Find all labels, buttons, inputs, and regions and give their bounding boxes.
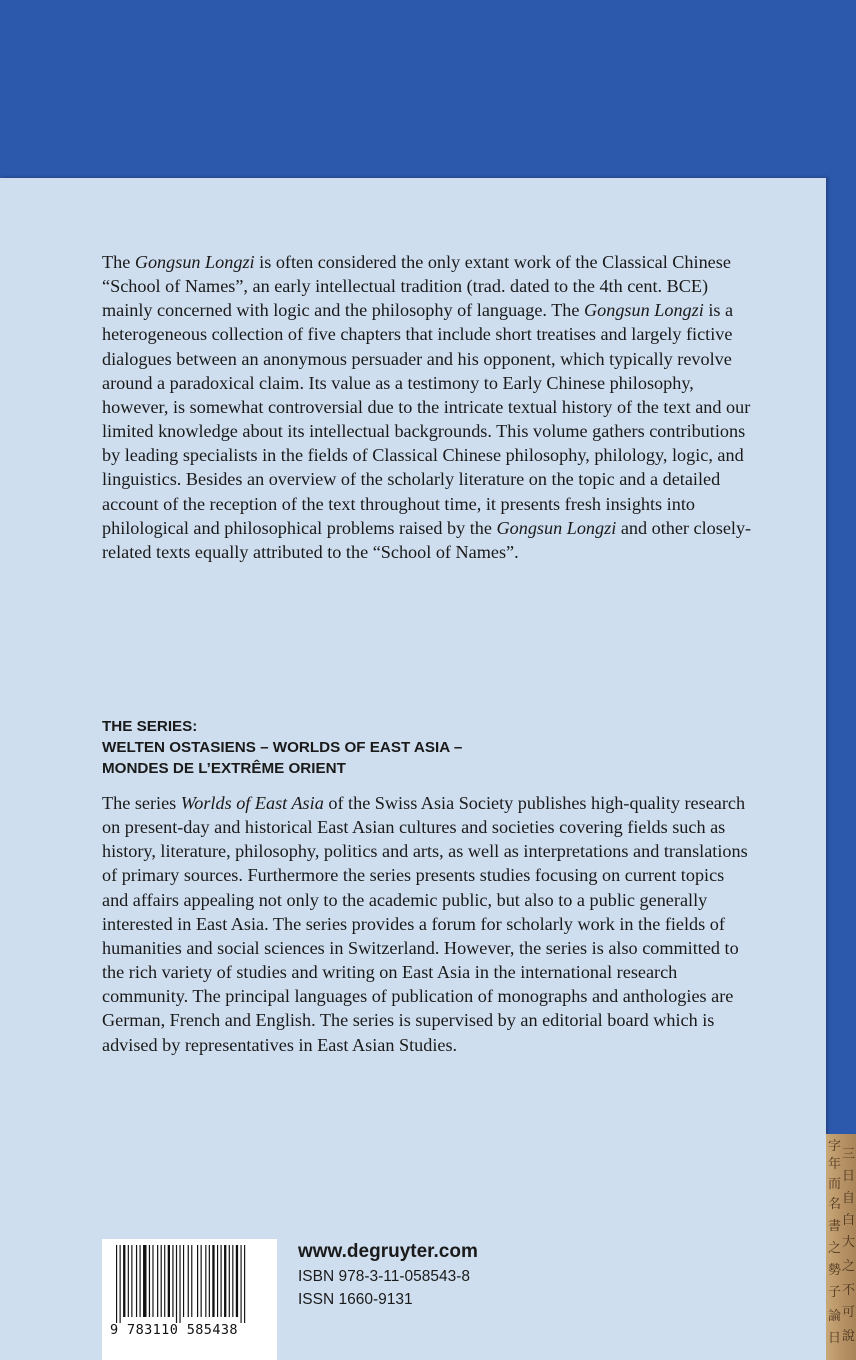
series-title-italic: Worlds of East Asia bbox=[180, 793, 324, 813]
barcode-bar bbox=[197, 1245, 198, 1317]
barcode-bar bbox=[149, 1245, 150, 1317]
series-heading-line-1: THE SERIES: bbox=[102, 718, 198, 735]
barcode-bar bbox=[188, 1245, 189, 1317]
issn-number: ISSN 1660-9131 bbox=[298, 1291, 413, 1308]
isbn-barcode bbox=[102, 1239, 277, 1360]
publisher-info bbox=[298, 1239, 478, 1311]
barcode-bar bbox=[172, 1245, 173, 1317]
barcode-bar bbox=[140, 1245, 141, 1317]
barcode-bar bbox=[221, 1245, 222, 1317]
barcode-bar bbox=[201, 1245, 202, 1317]
series-heading-line-2: WELTEN OSTASIENS – WORLDS OF EAST ASIA – bbox=[102, 739, 463, 756]
barcode-bar bbox=[143, 1245, 146, 1317]
barcode-bar bbox=[191, 1245, 192, 1317]
series-paragraph: The series Worlds of East Asia of the Swiss Asia Society publishes high-quality research on present-day and historical East Asian cultures and societies covering fields such as history, literature, philosophy, politics and arts, as well as interpretations and translations of primary sources. Furthermore the series presents studies focusing on current topics and affairs appealing not only to the academic public, but also to a public generally interested in East Asia. The series provides a forum for scholarly work in the fields of humanities and social sciences in Switzerland. However, the series is also committed to the rich variety of studies and writing on East Asia in the international research community. The principal languages of publication of monographs and anthologies are German, French and English. The series is supervised by an editorial board which is advised by representatives in East Asian Studies. bbox=[102, 793, 748, 1055]
barcode-bar bbox=[205, 1245, 206, 1317]
barcode-bar bbox=[168, 1245, 170, 1317]
isbn-number: ISBN 978-3-11-058543-8 bbox=[298, 1268, 471, 1285]
book-title-italic: Gongsun Longzi bbox=[584, 300, 704, 321]
barcode-bar bbox=[164, 1245, 165, 1317]
barcode-bar bbox=[179, 1245, 180, 1323]
barcode-digits: 9 783110 585438 bbox=[110, 1322, 238, 1338]
barcode-bar bbox=[176, 1245, 177, 1323]
barcode-bar bbox=[241, 1245, 242, 1323]
barcode-bar bbox=[136, 1245, 137, 1317]
series-description bbox=[102, 791, 752, 1057]
barcode-bar bbox=[224, 1245, 226, 1317]
publisher-url[interactable]: www.degruyter.com bbox=[298, 1241, 478, 1262]
book-description bbox=[102, 250, 752, 564]
book-title-italic: Gongsun Longzi bbox=[496, 517, 617, 538]
manuscript-image: 字 年 而 名 書 之 勢 子 論 日 三 日 自 白 大 之 不 可 說 bbox=[826, 1134, 856, 1360]
barcode-bar bbox=[123, 1245, 125, 1317]
book-title-italic: Gongsun Longzi bbox=[134, 252, 255, 272]
barcode-bars bbox=[114, 1245, 266, 1323]
barcode-bar bbox=[116, 1245, 117, 1323]
barcode-bar bbox=[152, 1245, 153, 1317]
barcode-bar bbox=[183, 1245, 184, 1317]
barcode-bar bbox=[217, 1245, 218, 1317]
barcode-bar bbox=[212, 1245, 214, 1317]
barcode-bar bbox=[120, 1245, 121, 1323]
series-heading bbox=[102, 716, 762, 779]
barcode-bar bbox=[209, 1245, 210, 1317]
barcode-bar bbox=[229, 1245, 230, 1317]
description-paragraph: The Gongsun Longzi is often considered the only extant work of the Classical Chinese “School of Names”, an early intellectual tradition (trad. dated to the 4th cent. BCE) mainly concerned with logic and the philosophy of language. The Gongsun Longzi is a heterogeneous collection of five chapters that include short treatises and largely fictive dialogues between an anonymous persuader and his opponent, which typically revolve around a paradoxical claim. Its value as a testimony to Early Chinese philosophy, however, is somewhat controversial due to the intricate textual history of the text and our limited knowledge about its intellectual backgrounds. This volume gathers contributions by leading specialists in the fields of Classical Chinese philosophy, philology, logic, and linguistics. Besides an overview of the scholarly literature on the topic and a detailed account of the reception of the text throughout time, it presents fresh insights into philological and philosophical problems raised by the Gongsun Longzi and other closely-related texts equally attributed to the “School of Names”. bbox=[102, 252, 752, 562]
barcode-bar bbox=[244, 1245, 245, 1323]
barcode-bar bbox=[128, 1245, 129, 1317]
barcode-bar bbox=[131, 1245, 132, 1317]
series-heading-line-3: MONDES DE L’EXTRÊME ORIENT bbox=[102, 760, 346, 777]
barcode-bar bbox=[232, 1245, 233, 1317]
barcode-bar bbox=[236, 1245, 238, 1317]
barcode-bar bbox=[157, 1245, 158, 1317]
barcode-bar bbox=[161, 1245, 162, 1317]
